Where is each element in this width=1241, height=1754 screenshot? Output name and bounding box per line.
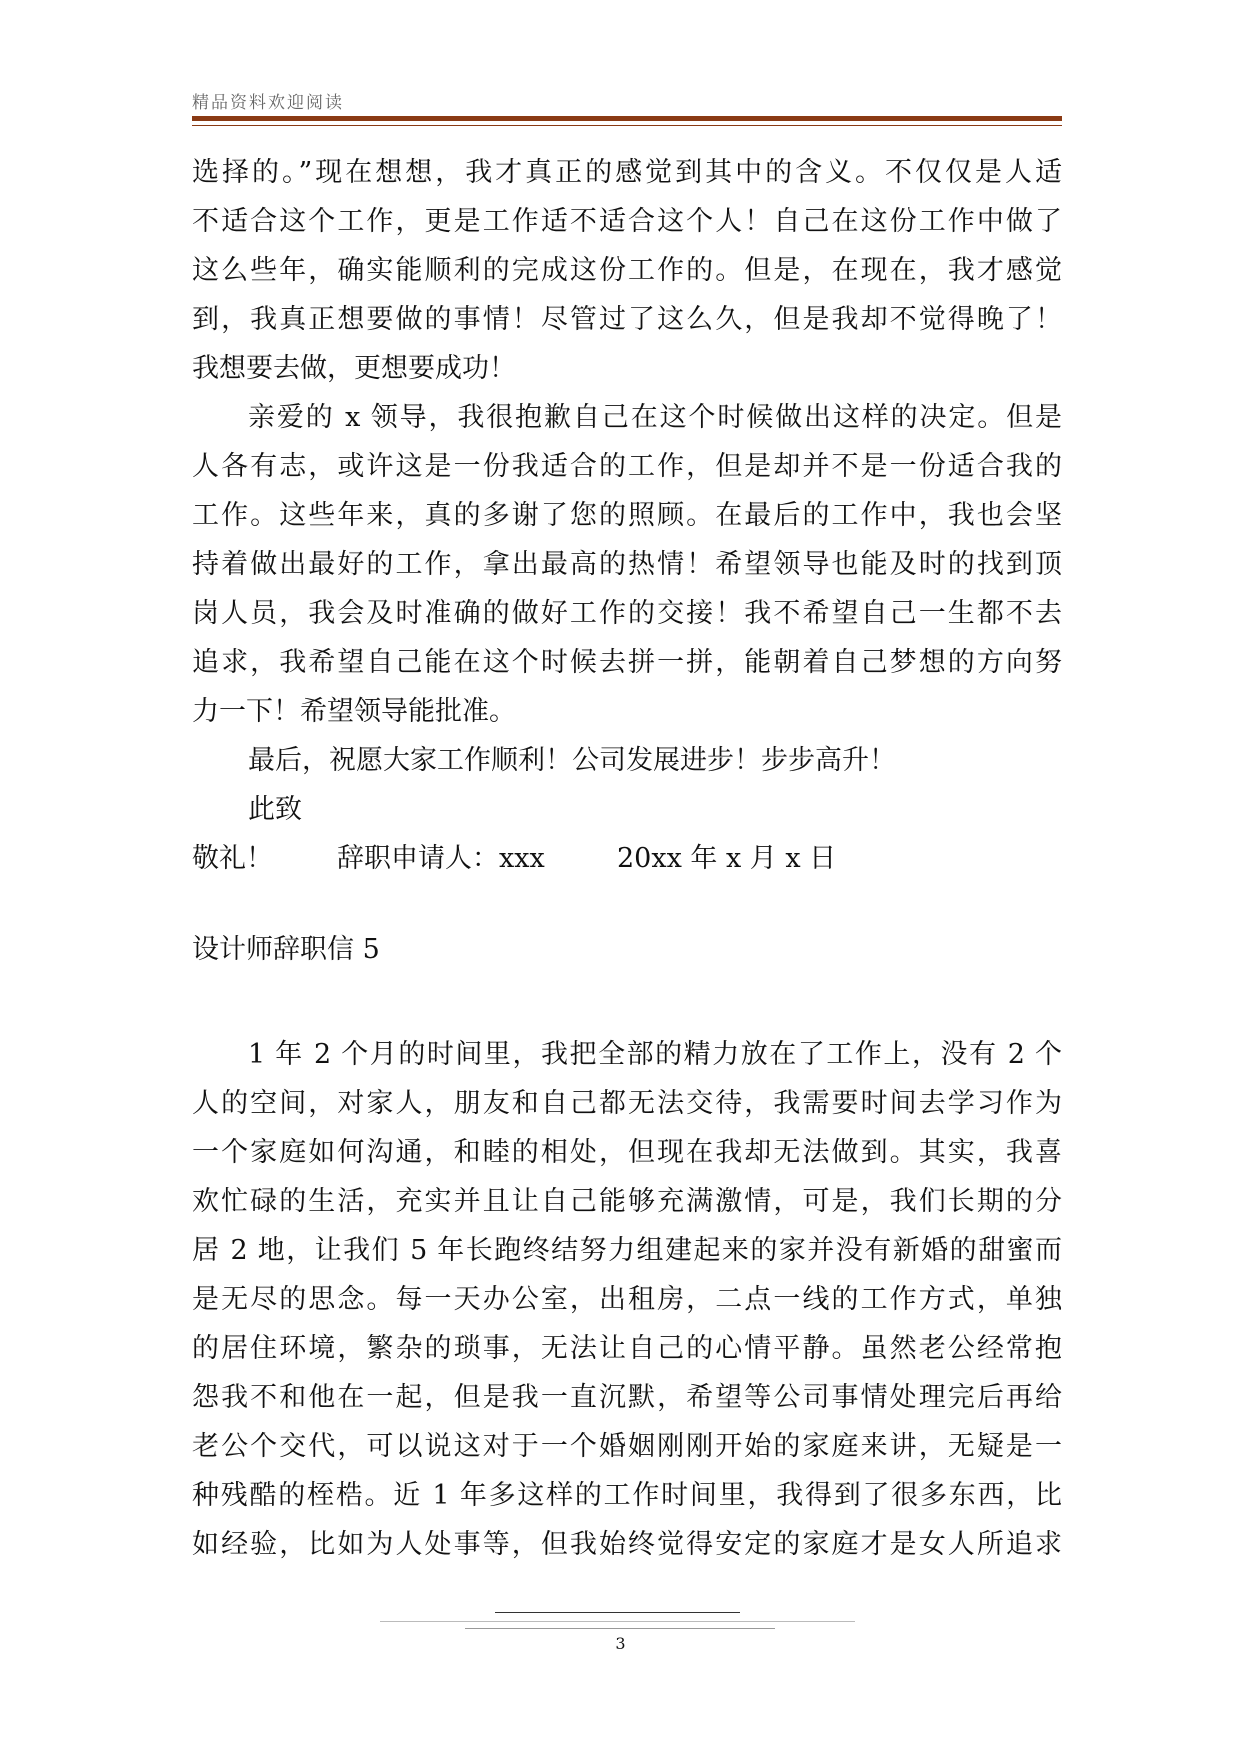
text-line: 这么些年，确实能顺利的完成这份工作的。但是，在现在，我才感觉 [192, 255, 1062, 286]
text-line: 到，我真正想要做的事情！尽管过了这么久，但是我却不觉得晚了！ [192, 304, 1062, 335]
text-line: 一个家庭如何沟通，和睦的相处，但现在我却无法做到。其实，我喜 [192, 1137, 1062, 1168]
header-rule-thick [192, 116, 1062, 121]
applicant-name: 辞职申请人：xxx [337, 843, 545, 874]
letter-date: 20xx 年 x 月 x 日 [617, 843, 837, 874]
text-line: 人各有志，或许这是一份我适合的工作，但是却并不是一份适合我的 [192, 451, 1062, 482]
text-line: 种残酷的桎梏。近 1 年多这样的工作时间里，我得到了很多东西，比 [192, 1480, 1062, 1511]
text-line: 亲爱的 x 领导，我很抱歉自己在这个时候做出这样的决定。但是 [248, 402, 1062, 433]
text-line: 是无尽的思念。每一天办公室，出租房，二点一线的工作方式，单独 [192, 1284, 1062, 1315]
signature-line [192, 834, 1062, 883]
text-line: 老公个交代，可以说这对于一个婚姻刚刚开始的家庭来讲，无疑是一 [192, 1431, 1062, 1462]
text-line: 人的空间，对家人，朋友和自己都无法交待，我需要时间去学习作为 [192, 1088, 1062, 1119]
section-title: 设计师辞职信 5 [192, 934, 380, 965]
text-line: 力一下！希望领导能批准。 [192, 696, 516, 727]
footer-rule [465, 1628, 775, 1629]
salutation: 此致 [248, 794, 302, 825]
closing-wishes: 最后，祝愿大家工作顺利！公司发展进步！步步高升！ [248, 745, 896, 776]
text-line: 选择的。”现在想想，我才真正的感觉到其中的含义。不仅仅是人适 [192, 157, 1062, 188]
regards-text: 敬礼！ [192, 843, 273, 874]
text-line: 持着做出最好的工作，拿出最高的热情！希望领导也能及时的找到顶 [192, 549, 1062, 580]
text-line: 如经验，比如为人处事等，但我始终觉得安定的家庭才是女人所追求 [192, 1529, 1062, 1560]
text-line: 居 2 地，让我们 5 年长跑终结努力组建起来的家并没有新婚的甜蜜而 [192, 1235, 1062, 1266]
text-line: 怨我不和他在一起，但是我一直沉默，希望等公司事情处理完后再给 [192, 1382, 1062, 1413]
paragraph-continuation [192, 148, 1062, 393]
footer-rule [495, 1612, 740, 1613]
footer-rule [380, 1621, 855, 1622]
paragraph-apology [192, 393, 1062, 736]
text-line: 我想要去做，更想要成功！ [192, 353, 516, 384]
paragraph-letter5 [192, 1030, 1062, 1569]
text-line: 1 年 2 个月的时间里，我把全部的精力放在了工作上，没有 2 个 [248, 1039, 1062, 1070]
text-line: 岗人员，我会及时准确的做好工作的交接！我不希望自己一生都不去 [192, 598, 1062, 629]
header-rule-thin [192, 125, 1062, 126]
text-line: 不适合这个工作，更是工作适不适合这个人！自己在这份工作中做了 [192, 206, 1062, 237]
text-line: 的居住环境，繁杂的琐事，无法让自己的心情平静。虽然老公经常抱 [192, 1333, 1062, 1364]
page-number: 3 [615, 1634, 626, 1653]
text-line: 追求，我希望自己能在这个时候去拼一拼，能朝着自己梦想的方向努 [192, 647, 1062, 678]
text-line: 工作。这些年来，真的多谢了您的照顾。在最后的工作中，我也会坚 [192, 500, 1062, 531]
text-line: 欢忙碌的生活，充实并且让自己能够充满激情，可是，我们长期的分 [192, 1186, 1062, 1217]
page-header-text: 精品资料欢迎阅读 [192, 93, 344, 113]
document-body [192, 148, 1062, 1569]
